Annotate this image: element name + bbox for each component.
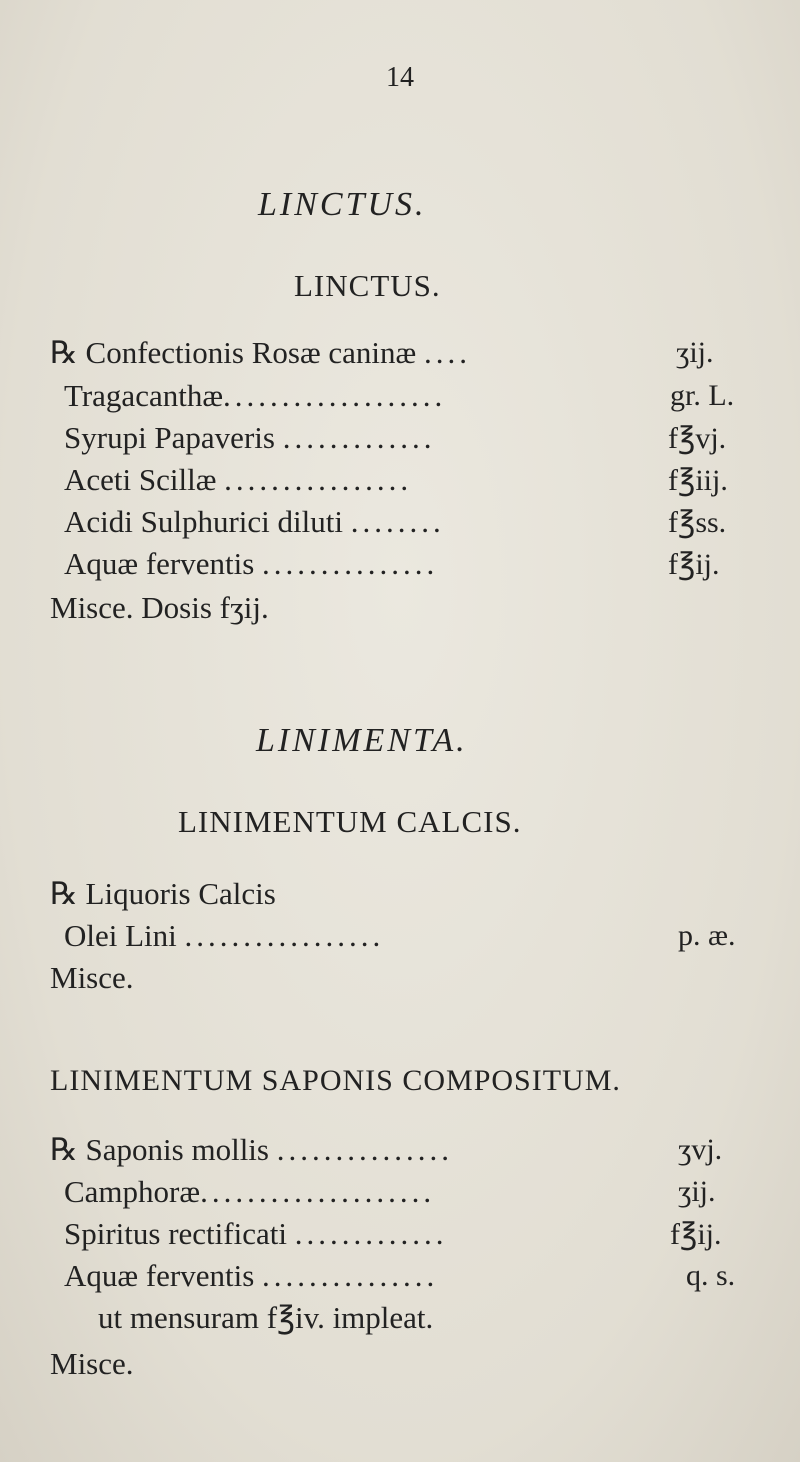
linctus-line-2	[64, 378, 446, 414]
saponis-closing: Misce.	[50, 1346, 134, 1381]
ingredient-name: ℞ Liquoris Calcis	[50, 876, 276, 911]
ingredient-name: Spiritus rectificati	[64, 1216, 287, 1251]
ingredient-name: Aceti Scillæ	[64, 462, 217, 497]
dose-value: ʒij.	[676, 336, 714, 369]
calcis-line-2	[64, 918, 384, 954]
linctus-line-6	[64, 546, 438, 582]
calcis-title: LINIMENTUM CALCIS.	[178, 804, 522, 839]
dose-value: gr. L.	[670, 379, 735, 412]
linctus-line-1	[50, 335, 471, 371]
dose-value: f℥ij.	[668, 548, 720, 581]
leader-dots: .............	[282, 420, 436, 455]
calcis-closing: Misce.	[50, 960, 134, 995]
leader-dots: ...............	[262, 546, 439, 581]
saponis-line-3	[64, 1216, 447, 1252]
dose-value: ʒvj.	[678, 1133, 723, 1166]
linctus-section-heading: LINCTUS.	[258, 186, 427, 223]
linctus-line-3	[64, 420, 435, 456]
leader-dots: .............	[294, 1216, 448, 1251]
ingredient-name: ℞ Saponis mollis	[50, 1132, 269, 1167]
dose-value: f℥ij.	[670, 1218, 722, 1251]
saponis-title: LINIMENTUM SAPONIS COMPOSITUM.	[50, 1064, 621, 1097]
saponis-note: ut mensuram f℥iv. impleat.	[98, 1300, 434, 1335]
linctus-line-5	[64, 504, 445, 540]
leader-dots: ....	[423, 335, 471, 370]
dose-value: f℥iij.	[668, 464, 728, 497]
dose-value: f℥ss.	[668, 506, 727, 539]
ingredient-name: Aquæ ferventis	[64, 546, 255, 581]
linimenta-section-heading: LINIMENTA.	[256, 722, 468, 759]
ingredient-name: Aquæ ferventis	[64, 1258, 255, 1293]
dose-value: f℥vj.	[668, 422, 727, 455]
linctus-line-4	[64, 462, 412, 498]
ingredient-name: Olei Lini	[64, 918, 177, 953]
ingredient-name: Acidi Sulphurici diluti	[64, 504, 343, 539]
dose-value: q. s.	[686, 1259, 736, 1292]
leader-dots: ................	[224, 462, 413, 497]
dose-value: ʒij.	[678, 1175, 716, 1208]
dose-value: p. æ.	[678, 919, 736, 952]
leader-dots: ....................	[200, 1174, 436, 1209]
saponis-line-4	[64, 1258, 438, 1294]
leader-dots: ...............	[276, 1132, 453, 1167]
page-number: 14	[386, 62, 414, 93]
linctus-title: LINCTUS.	[294, 268, 441, 303]
saponis-line-1	[50, 1132, 453, 1168]
linctus-closing: Misce. Dosis fʒij.	[50, 590, 269, 625]
leader-dots: .................	[184, 918, 385, 953]
calcis-line-1	[50, 876, 276, 912]
ingredient-name: Camphoræ	[64, 1174, 201, 1209]
leader-dots: ...............	[262, 1258, 439, 1293]
ingredient-name: Tragacanthæ	[64, 378, 223, 413]
leader-dots: ........	[350, 504, 445, 539]
leader-dots: ...................	[223, 378, 447, 413]
ingredient-name: Syrupi Papaveris	[64, 420, 275, 455]
ingredient-name: ℞ Confectionis Rosæ caninæ	[50, 335, 417, 370]
saponis-line-2	[64, 1174, 435, 1210]
